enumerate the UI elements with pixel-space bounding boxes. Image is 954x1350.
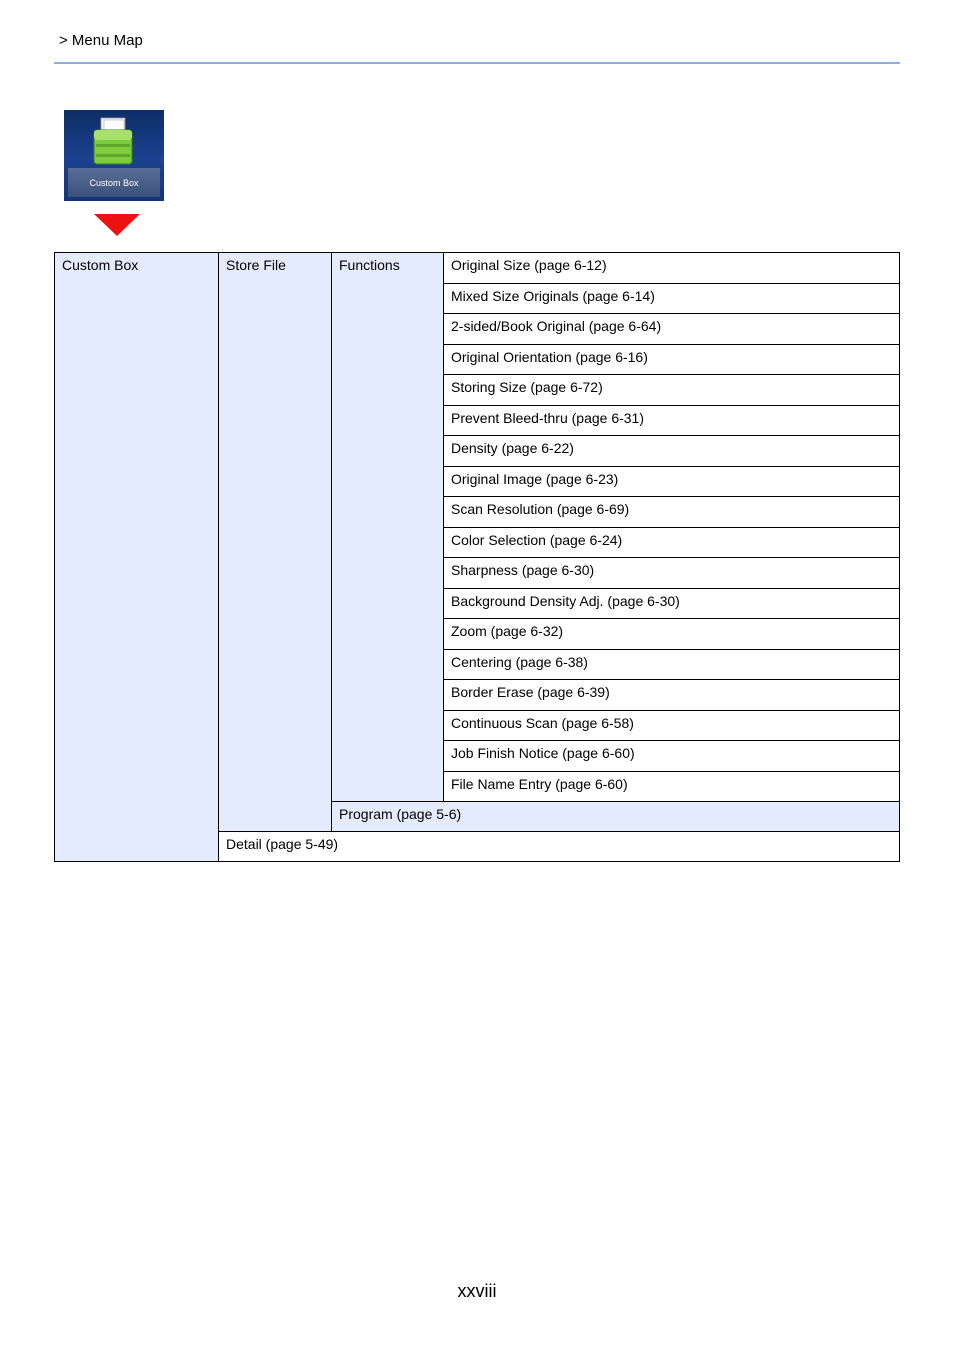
function-option: Color Selection (page 6-24) — [443, 527, 900, 559]
function-option: Storing Size (page 6-72) — [443, 374, 900, 406]
app-icon-label: Custom Box — [68, 168, 160, 197]
function-option: File Name Entry (page 6-60) — [443, 771, 900, 803]
function-option: Prevent Bleed-thru (page 6-31) — [443, 405, 900, 437]
function-option: Border Erase (page 6-39) — [443, 679, 900, 711]
function-option: Original Size (page 6-12) — [443, 252, 900, 284]
function-option: Mixed Size Originals (page 6-14) — [443, 283, 900, 315]
function-option: Sharpness (page 6-30) — [443, 557, 900, 589]
program-cell: Program (page 5-6) — [331, 801, 900, 832]
function-option: Original Image (page 6-23) — [443, 466, 900, 498]
function-option: Original Orientation (page 6-16) — [443, 344, 900, 376]
menu-level2-cell: Store File — [218, 252, 332, 832]
function-option: Job Finish Notice (page 6-60) — [443, 740, 900, 772]
page-number: xxviii — [457, 1281, 497, 1301]
function-option: Continuous Scan (page 6-58) — [443, 710, 900, 742]
function-option: Zoom (page 6-32) — [443, 618, 900, 650]
menu-level1-cell: Custom Box — [54, 252, 219, 862]
document-box-icon — [92, 116, 136, 168]
menu-map-table — [54, 252, 900, 862]
custom-box-app-icon — [64, 110, 164, 201]
header-divider — [54, 62, 900, 64]
function-option: Scan Resolution (page 6-69) — [443, 496, 900, 528]
function-option: Density (page 6-22) — [443, 435, 900, 467]
menu-level3-cell: Functions — [331, 252, 444, 802]
function-option: Background Density Adj. (page 6-30) — [443, 588, 900, 620]
detail-cell: Detail (page 5-49) — [218, 831, 900, 862]
function-option: Centering (page 6-38) — [443, 649, 900, 681]
down-arrow-icon — [94, 214, 140, 236]
function-option: 2-sided/Book Original (page 6-64) — [443, 313, 900, 345]
breadcrumb: > Menu Map — [59, 32, 143, 49]
